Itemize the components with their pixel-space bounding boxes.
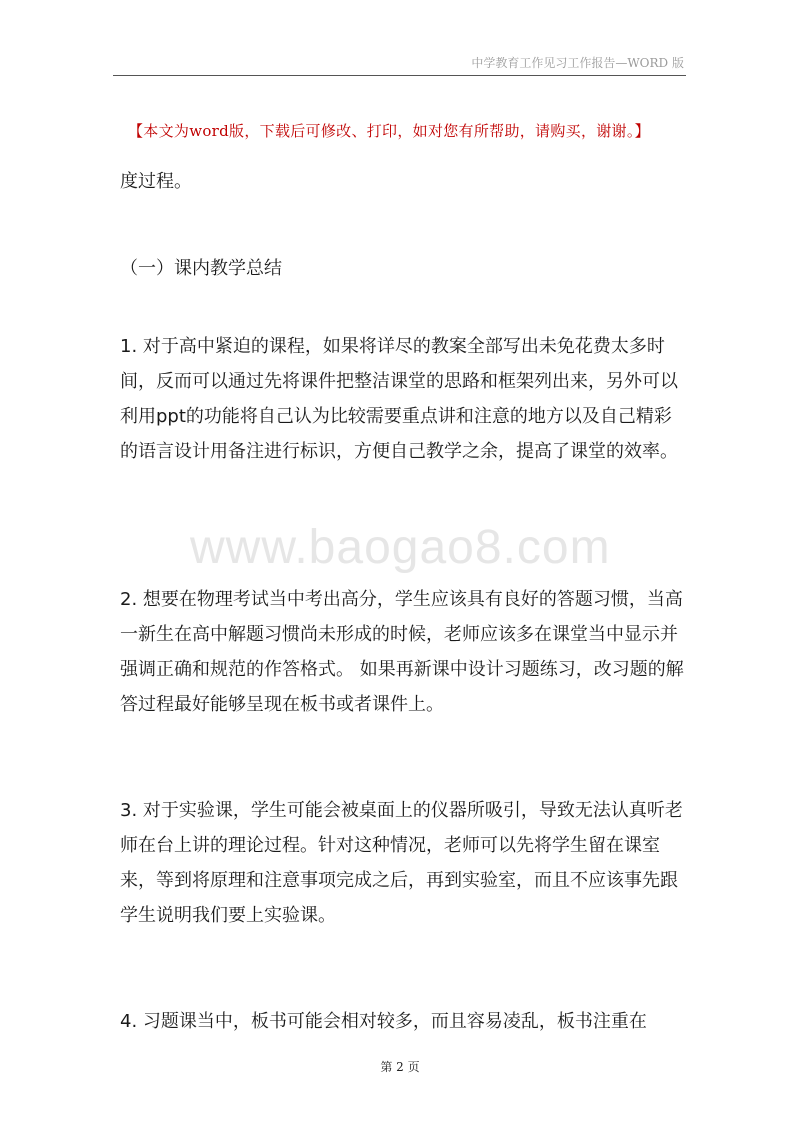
paragraph-4: 4. 习题课当中，板书可能会相对较多，而且容易凌乱，板书注重在 bbox=[120, 1011, 647, 1032]
purchase-notice: 【本文为word版，下载后可修改、打印，如对您有所帮助，请购买，谢谢。】 bbox=[128, 122, 650, 140]
header-divider bbox=[113, 75, 686, 76]
continuation-text: 度过程。 bbox=[120, 171, 192, 192]
page-number: 第 2 页 bbox=[380, 1060, 420, 1074]
paragraph-1: 1. 对于高中紧迫的课程，如果将详尽的教案全部写出未免花费太多时间，反而可以通过先将课件把整洁课堂的思路和框架列出来，另外可以利用ppt的功能将自己认为比较需要重点讲和注意的地方以及自己精彩的语言设计用备注进行标识，方便自己教学之余，提高了课堂的效率。 bbox=[120, 336, 678, 462]
watermark: www.baogao8.com bbox=[190, 521, 611, 574]
paragraph-3: 3. 对于实验课，学生可能会被桌面上的仪器所吸引，导致无法认真听老师在台上讲的理论过程。针对这种情况，老师可以先将学生留在课室来，等到将原理和注意事项完成之后，再到实验室，而且不应该事先跟学生说明我们要上实验课。 bbox=[120, 800, 683, 926]
header-title: 中学教育工作见习工作报告—WORD 版 bbox=[471, 56, 684, 70]
section-heading: （一）课内教学总结 bbox=[120, 258, 282, 279]
paragraph-2: 2. 想要在物理考试当中考出高分，学生应该具有良好的答题习惯，当高一新生在高中解题习惯尚未形成的时候，老师应该多在课堂当中显示并强调正确和规范的作答格式。 如果再新课中设计习题练习，改习题的解答过程最好能够呈现在板书或者课件上。 bbox=[120, 589, 684, 715]
